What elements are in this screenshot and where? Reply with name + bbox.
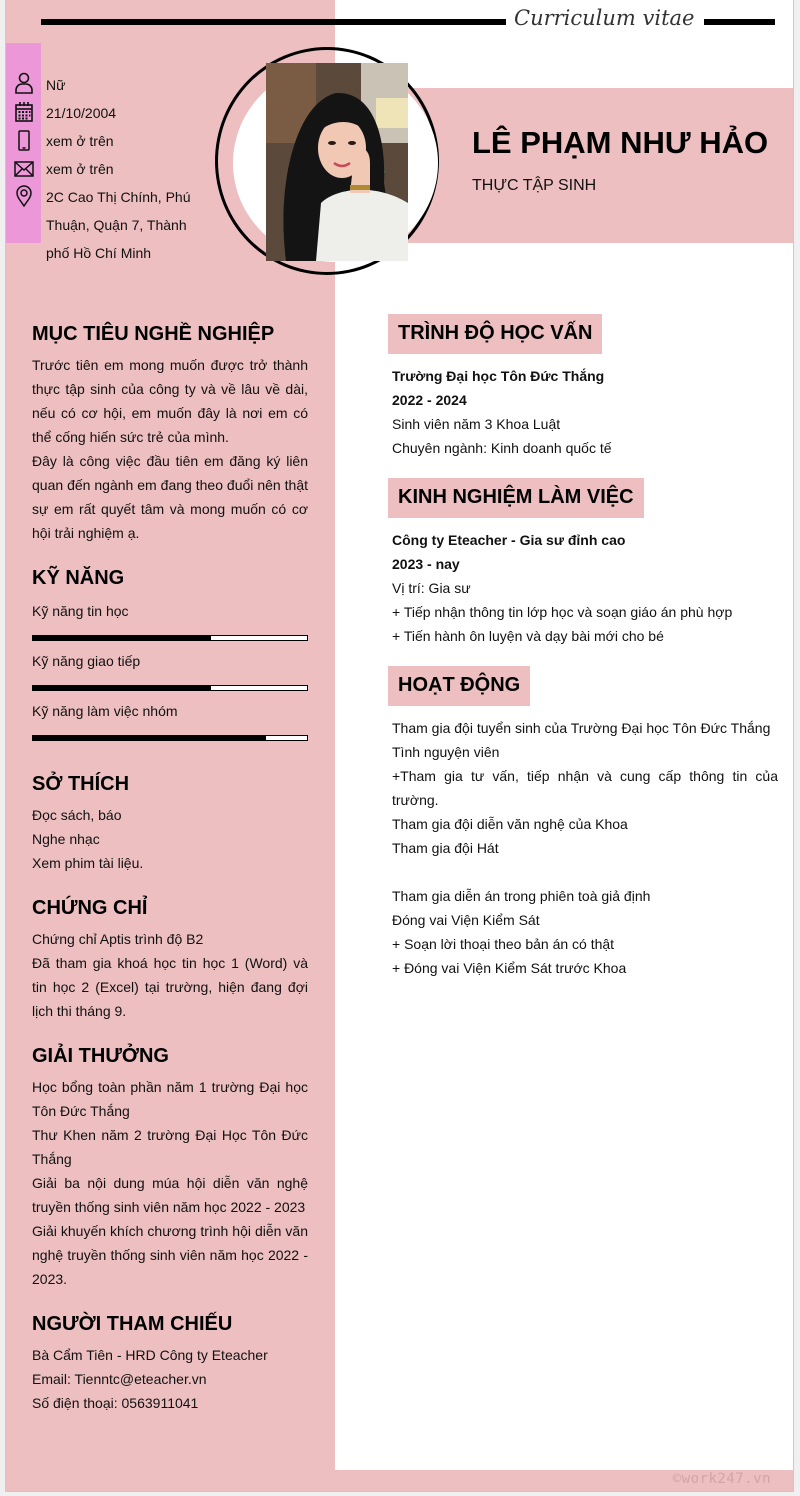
skill-bar [32, 735, 308, 741]
hobby-item: Đọc sách, báo [32, 807, 122, 823]
section-title: CHỨNG CHỈ [32, 897, 148, 919]
location-pin-icon [14, 185, 34, 207]
hobby-item: Xem phim tài liệu. [32, 855, 144, 871]
activity-item: Tham gia đội tuyển sinh của Trường Đại học Tôn Đức Thắng [392, 720, 771, 736]
section-activities [388, 666, 778, 980]
section-title: NGƯỜI THAM CHIẾU [32, 1313, 233, 1335]
reference-item: Bà Cẩm Tiên - HRD Công ty Eteacher [32, 1347, 268, 1363]
contact-block [46, 71, 206, 267]
education-school: Trường Đại học Tôn Đức Thắng [392, 368, 605, 384]
certificate-item: Chứng chỉ Aptis trình độ B2 [32, 931, 204, 947]
section-certificates [32, 895, 308, 1023]
objective-paragraph: Trước tiên em mong muốn được trở thành thực tập sinh của công ty và về lâu về dài, nếu có cơ hội, em muốn đây là nơi em có thể cống hiến sức trẻ của mình. [32, 357, 308, 445]
education-line: Sinh viên năm 3 Khoa Luật [392, 416, 561, 432]
experience-line: Vị trí: Gia sư [392, 580, 471, 596]
skill-bar-fill [33, 686, 211, 690]
section-title: MỤC TIÊU NGHỀ NGHIỆP [32, 323, 275, 345]
experience-line: + Tiến hành ôn luyện và dạy bài mới cho bé [392, 628, 664, 644]
activity-item: +Tham gia tư vấn, tiếp nhận và cung cấp thông tin của trường. [392, 768, 778, 808]
experience-company: Công ty Eteacher - Gia sư đỉnh cao [392, 532, 626, 548]
section-title: HOẠT ĐỘNG [388, 666, 530, 706]
skill-bar [32, 635, 308, 641]
calendar-icon [14, 101, 34, 123]
right-column-content [388, 314, 778, 998]
activity-item: Tham gia diễn án trong phiên toà giả định [392, 888, 651, 904]
section-experience [388, 478, 778, 648]
contact-email: xem ở trên [46, 161, 114, 177]
section-awards [32, 1043, 308, 1291]
profile-photo [266, 63, 408, 261]
section-objective [32, 321, 308, 545]
top-divider-right [704, 19, 775, 25]
phone-icon [14, 130, 34, 152]
activity-item: Tình nguyện viên [392, 744, 500, 760]
award-item: Thư Khen năm 2 trường Đại Học Tôn Đức Thắng [32, 1127, 308, 1167]
address-line: 2C Cao Thị Chính, Phú [46, 189, 191, 205]
section-title: KINH NGHIỆM LÀM VIỆC [388, 478, 644, 518]
skill-label: Kỹ năng tin học [32, 603, 129, 619]
activity-item: Tham gia đội Hát [392, 840, 499, 856]
activity-item: + Soạn lời thoại theo bản án có thật [392, 936, 615, 952]
skill-bar-fill [33, 736, 266, 740]
skill-bar [32, 685, 308, 691]
objective-paragraph: Đây là công việc đầu tiên em đăng ký liên quan đến ngành em đang theo đuổi nên thật sự em rất quyết tâm và mong muốn có cơ hội trải nghiệm ạ. [32, 453, 308, 541]
skill-label: Kỹ năng giao tiếp [32, 653, 141, 669]
address-line: phố Hồ Chí Minh [46, 245, 152, 261]
candidate-name: LÊ PHẠM NHƯ HẢO [472, 125, 769, 160]
skill-bar-fill [33, 636, 211, 640]
left-column-content [32, 321, 308, 1415]
experience-line: + Tiếp nhận thông tin lớp học và soạn giáo án phù hợp [392, 604, 733, 620]
mail-icon [14, 158, 34, 180]
activity-spacer [388, 860, 778, 884]
contact-phone: xem ở trên [46, 133, 114, 149]
profile-photo-illustration [266, 63, 408, 261]
user-icon [14, 72, 34, 94]
section-hobbies [32, 771, 308, 875]
section-title: SỞ THÍCH [32, 773, 130, 795]
reference-item: Email: Tienntc@eteacher.vn [32, 1371, 207, 1387]
watermark: ©work247.vn [672, 1471, 771, 1487]
activity-item: Đóng vai Viện Kiểm Sát [392, 912, 540, 928]
activity-item: + Đóng vai Viện Kiểm Sát trước Khoa [392, 960, 627, 976]
contact-gender: Nữ [46, 77, 66, 93]
section-title: GIẢI THƯỞNG [32, 1045, 169, 1067]
candidate-role: THỰC TẬP SINH [472, 177, 597, 194]
contact-icon-strip [6, 43, 41, 243]
address-line: Thuận, Quận 7, Thành [46, 217, 187, 233]
contact-birthdate: 21/10/2004 [46, 105, 117, 121]
skill-label: Kỹ năng làm việc nhóm [32, 703, 178, 719]
education-period: 2022 - 2024 [392, 392, 467, 408]
cv-title: Curriculum vitae [514, 6, 695, 30]
education-line: Chuyên ngành: Kinh doanh quốc tế [392, 440, 612, 456]
experience-period: 2023 - nay [392, 556, 460, 572]
award-item: Giải ba nội dung múa hội diễn văn nghệ truyền thống sinh viên năm học 2022 - 2023 [32, 1175, 308, 1215]
section-references [32, 1311, 308, 1415]
hobby-item: Nghe nhạc [32, 831, 100, 847]
top-divider-left [41, 19, 506, 25]
certificate-item: Đã tham gia khoá học tin học 1 (Word) và tin học 2 (Excel) tại trường, hiện đang đợi lịch thi tháng 9. [32, 955, 308, 1019]
section-title: KỸ NĂNG [32, 567, 125, 589]
activity-item: Tham gia đội diễn văn nghệ của Khoa [392, 816, 628, 832]
reference-item: Số điện thoại: 0563911041 [32, 1395, 199, 1411]
award-item: Học bổng toàn phần năm 1 trường Đại học Tôn Đức Thắng [32, 1079, 308, 1119]
section-title: TRÌNH ĐỘ HỌC VẤN [388, 314, 602, 354]
name-band [406, 88, 794, 243]
section-education [388, 314, 778, 460]
section-skills [32, 565, 308, 741]
cv-page [5, 0, 794, 1492]
award-item: Giải khuyến khích chương trình hội diễn văn nghệ truyền thống sinh viên năm học 2022 - 2023. [32, 1223, 308, 1287]
